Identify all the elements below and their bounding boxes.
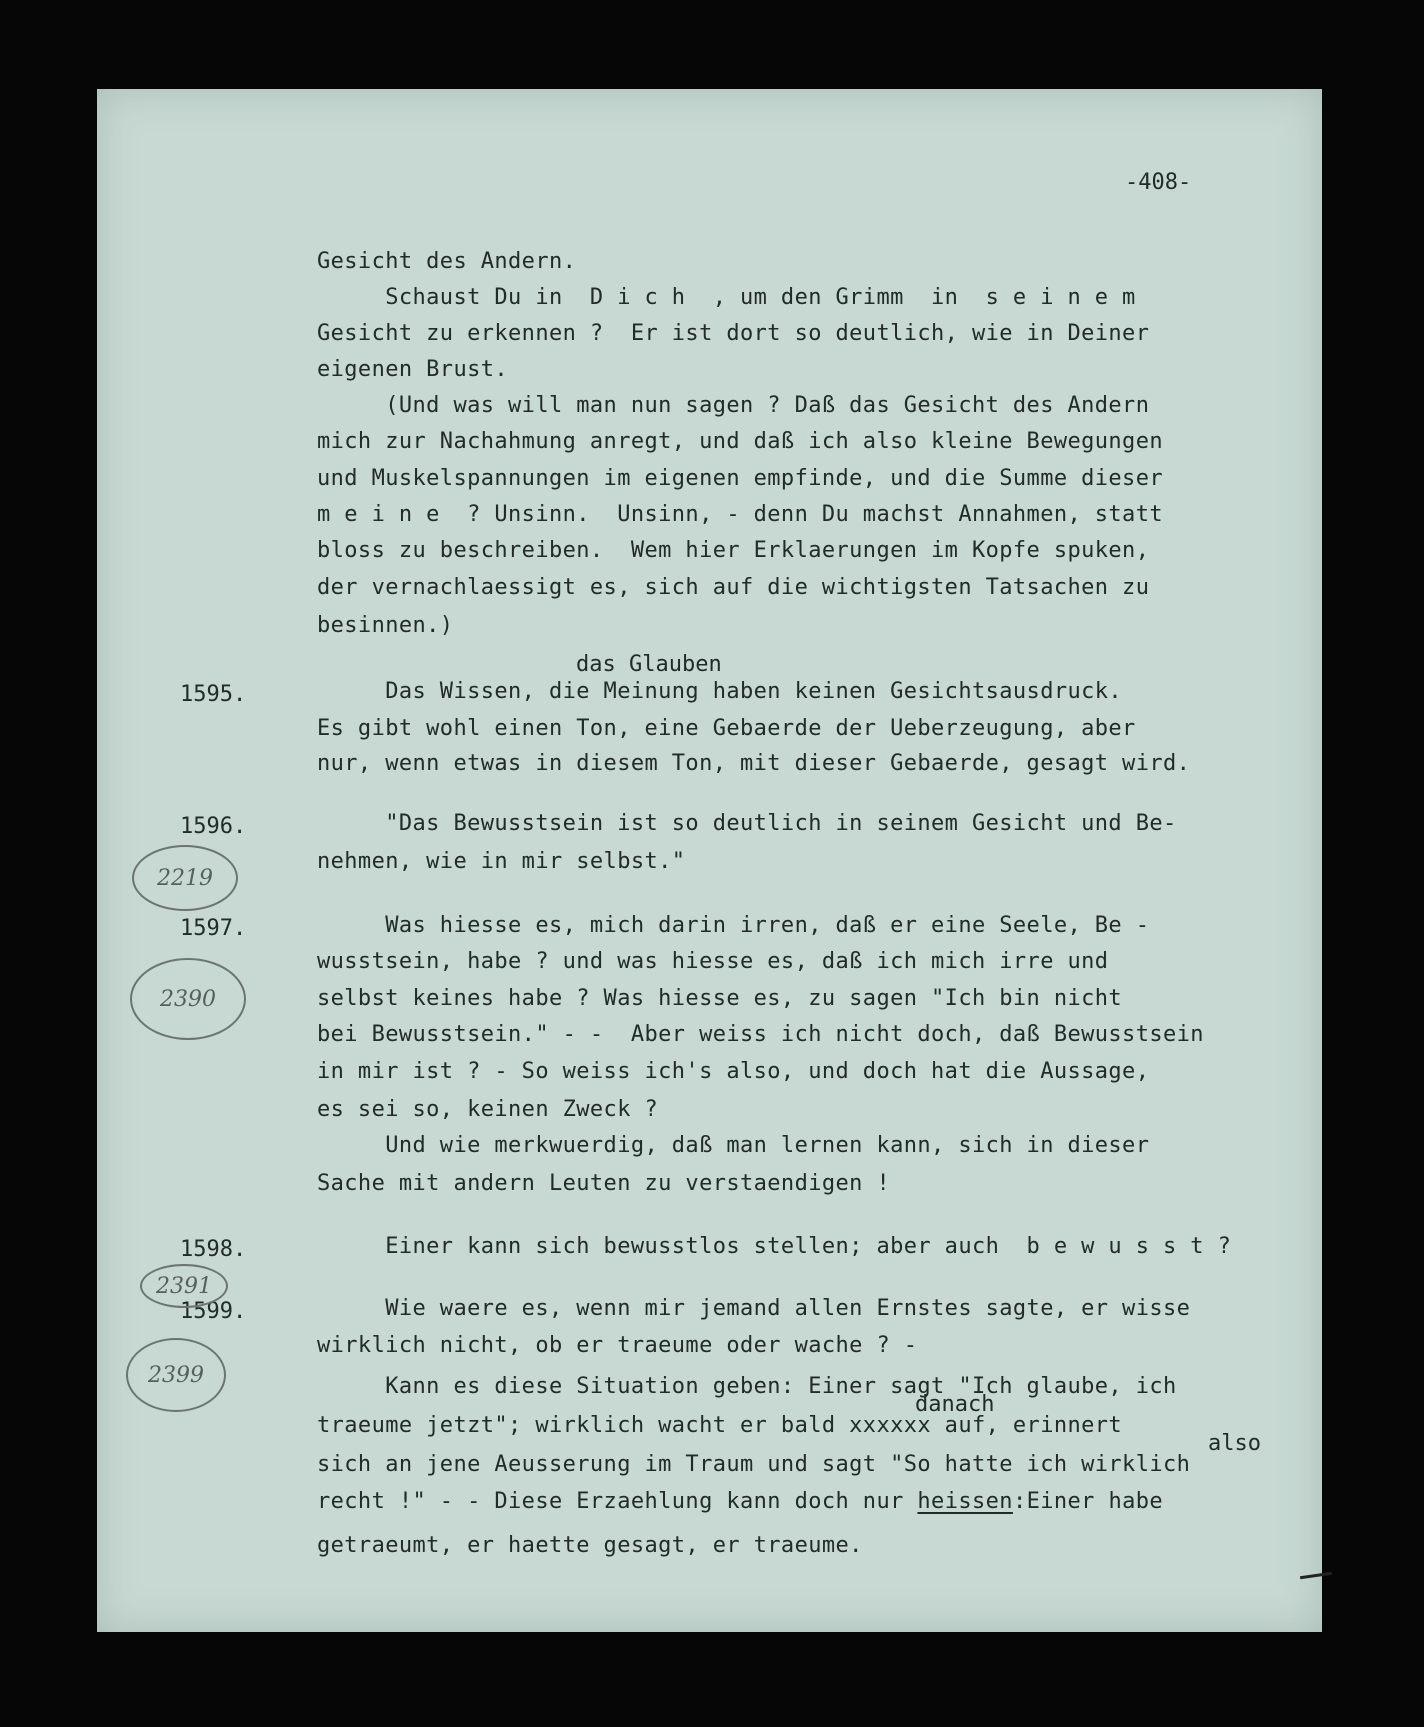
text-line: Und wie merkwuerdig, daß man lernen kann, sich in dieser [317,1133,1150,1158]
circled-reference-number: 2391 [140,1264,228,1308]
text-line: nehmen, wie in mir selbst." [317,849,686,874]
text-line: sich an jene Aeusserung im Traum und sagt "So hatte ich wirklich [317,1452,1191,1477]
text-line: Einer kann sich bewusstlos stellen; aber auch b e w u s s t ? [317,1234,1232,1259]
text-line: nur, wenn etwas in diesem Ton, mit dieser Gebaerde, gesagt wird. [317,751,1191,776]
text-line: der vernachlaessigt es, sich auf die wichtigsten Tatsachen zu [317,575,1150,600]
text-line: bei Bewusstsein." - - Aber weiss ich nicht doch, daß Bewusstsein [317,1022,1204,1047]
handwritten-insertion-also: also [1208,1431,1261,1456]
text-line: Kann es diese Situation geben: Einer sagt "Ich glaube, ich [317,1374,1177,1399]
text-line: besinnen.) [317,613,454,638]
text-line: Schaust Du in D i c h , um den Grimm in s e i n e m [317,285,1136,310]
circled-reference-number: 2390 [130,958,246,1040]
underlined-word: heissen [917,1489,1013,1514]
text-line: "Das Bewusstsein ist so deutlich in seinem Gesicht und Be- [317,811,1177,836]
text-line: getraeumt, er haette gesagt, er traeume. [317,1533,863,1558]
text-line: bloss zu beschreiben. Wem hier Erklaerungen im Kopfe spuken, [317,538,1150,563]
text-line: wirklich nicht, ob er traeume oder wache ? - [317,1333,918,1358]
text-line: traeume jetzt"; wirklich wacht er bald xxxxxx auf, erinnert [317,1413,1123,1438]
text-line: Gesicht zu erkennen ? Er ist dort so deutlich, wie in Deiner [317,321,1150,346]
circled-reference-number: 2219 [132,845,238,911]
text-line [317,1488,1163,1516]
text-line: und Muskelspannungen im eigenen empfinde, und die Summe dieser [317,466,1163,491]
text-line: eigenen Brust. [317,357,509,382]
text-line: in mir ist ? - So weiss ich's also, und doch hat die Aussage, [317,1059,1150,1084]
text-line: Wie waere es, wenn mir jemand allen Ernstes sagte, er wisse [317,1296,1191,1321]
handwritten-insertion-glauben: das Glauben [576,652,722,677]
section-number: 1595. [180,682,247,707]
text-line: (Und was will man nun sagen ? Daß das Gesicht des Andern [317,393,1150,418]
text-line: wusstsein, habe ? und was hiesse es, daß ich mich irre und [317,949,1109,974]
text-line: Sache mit andern Leuten zu verstaendigen ! [317,1171,891,1196]
section-number: 1599. [180,1299,247,1324]
text-line: mich zur Nachahmung anregt, und daß ich also kleine Bewegungen [317,429,1163,454]
handwritten-insertion-danach: danach [915,1392,995,1417]
text-line-end: :Einer habe [1012,1489,1164,1514]
page-number: -408- [1125,170,1192,195]
text-line: es sei so, keinen Zweck ? [317,1097,659,1122]
text-line: m e i n e ? Unsinn. Unsinn, - denn Du machst Annahmen, statt [317,502,1163,527]
circled-reference-number: 2399 [126,1338,226,1412]
text-line-start: recht !" - - Diese Erzaehlung kann doch nur [317,1489,904,1514]
text-line: Das Wissen, die Meinung haben keinen Gesichtsausdruck. [317,679,1123,704]
section-number: 1597. [180,916,247,941]
text-line: Gesicht des Andern. [317,249,577,274]
section-number: 1596. [180,814,247,839]
section-number: 1598. [180,1237,247,1262]
text-line: Es gibt wohl einen Ton, eine Gebaerde der Ueberzeugung, aber [317,716,1136,741]
text-line: Was hiesse es, mich darin irren, daß er eine Seele, Be - [317,913,1150,938]
text-line: selbst keines habe ? Was hiesse es, zu sagen "Ich bin nicht [317,986,1123,1011]
